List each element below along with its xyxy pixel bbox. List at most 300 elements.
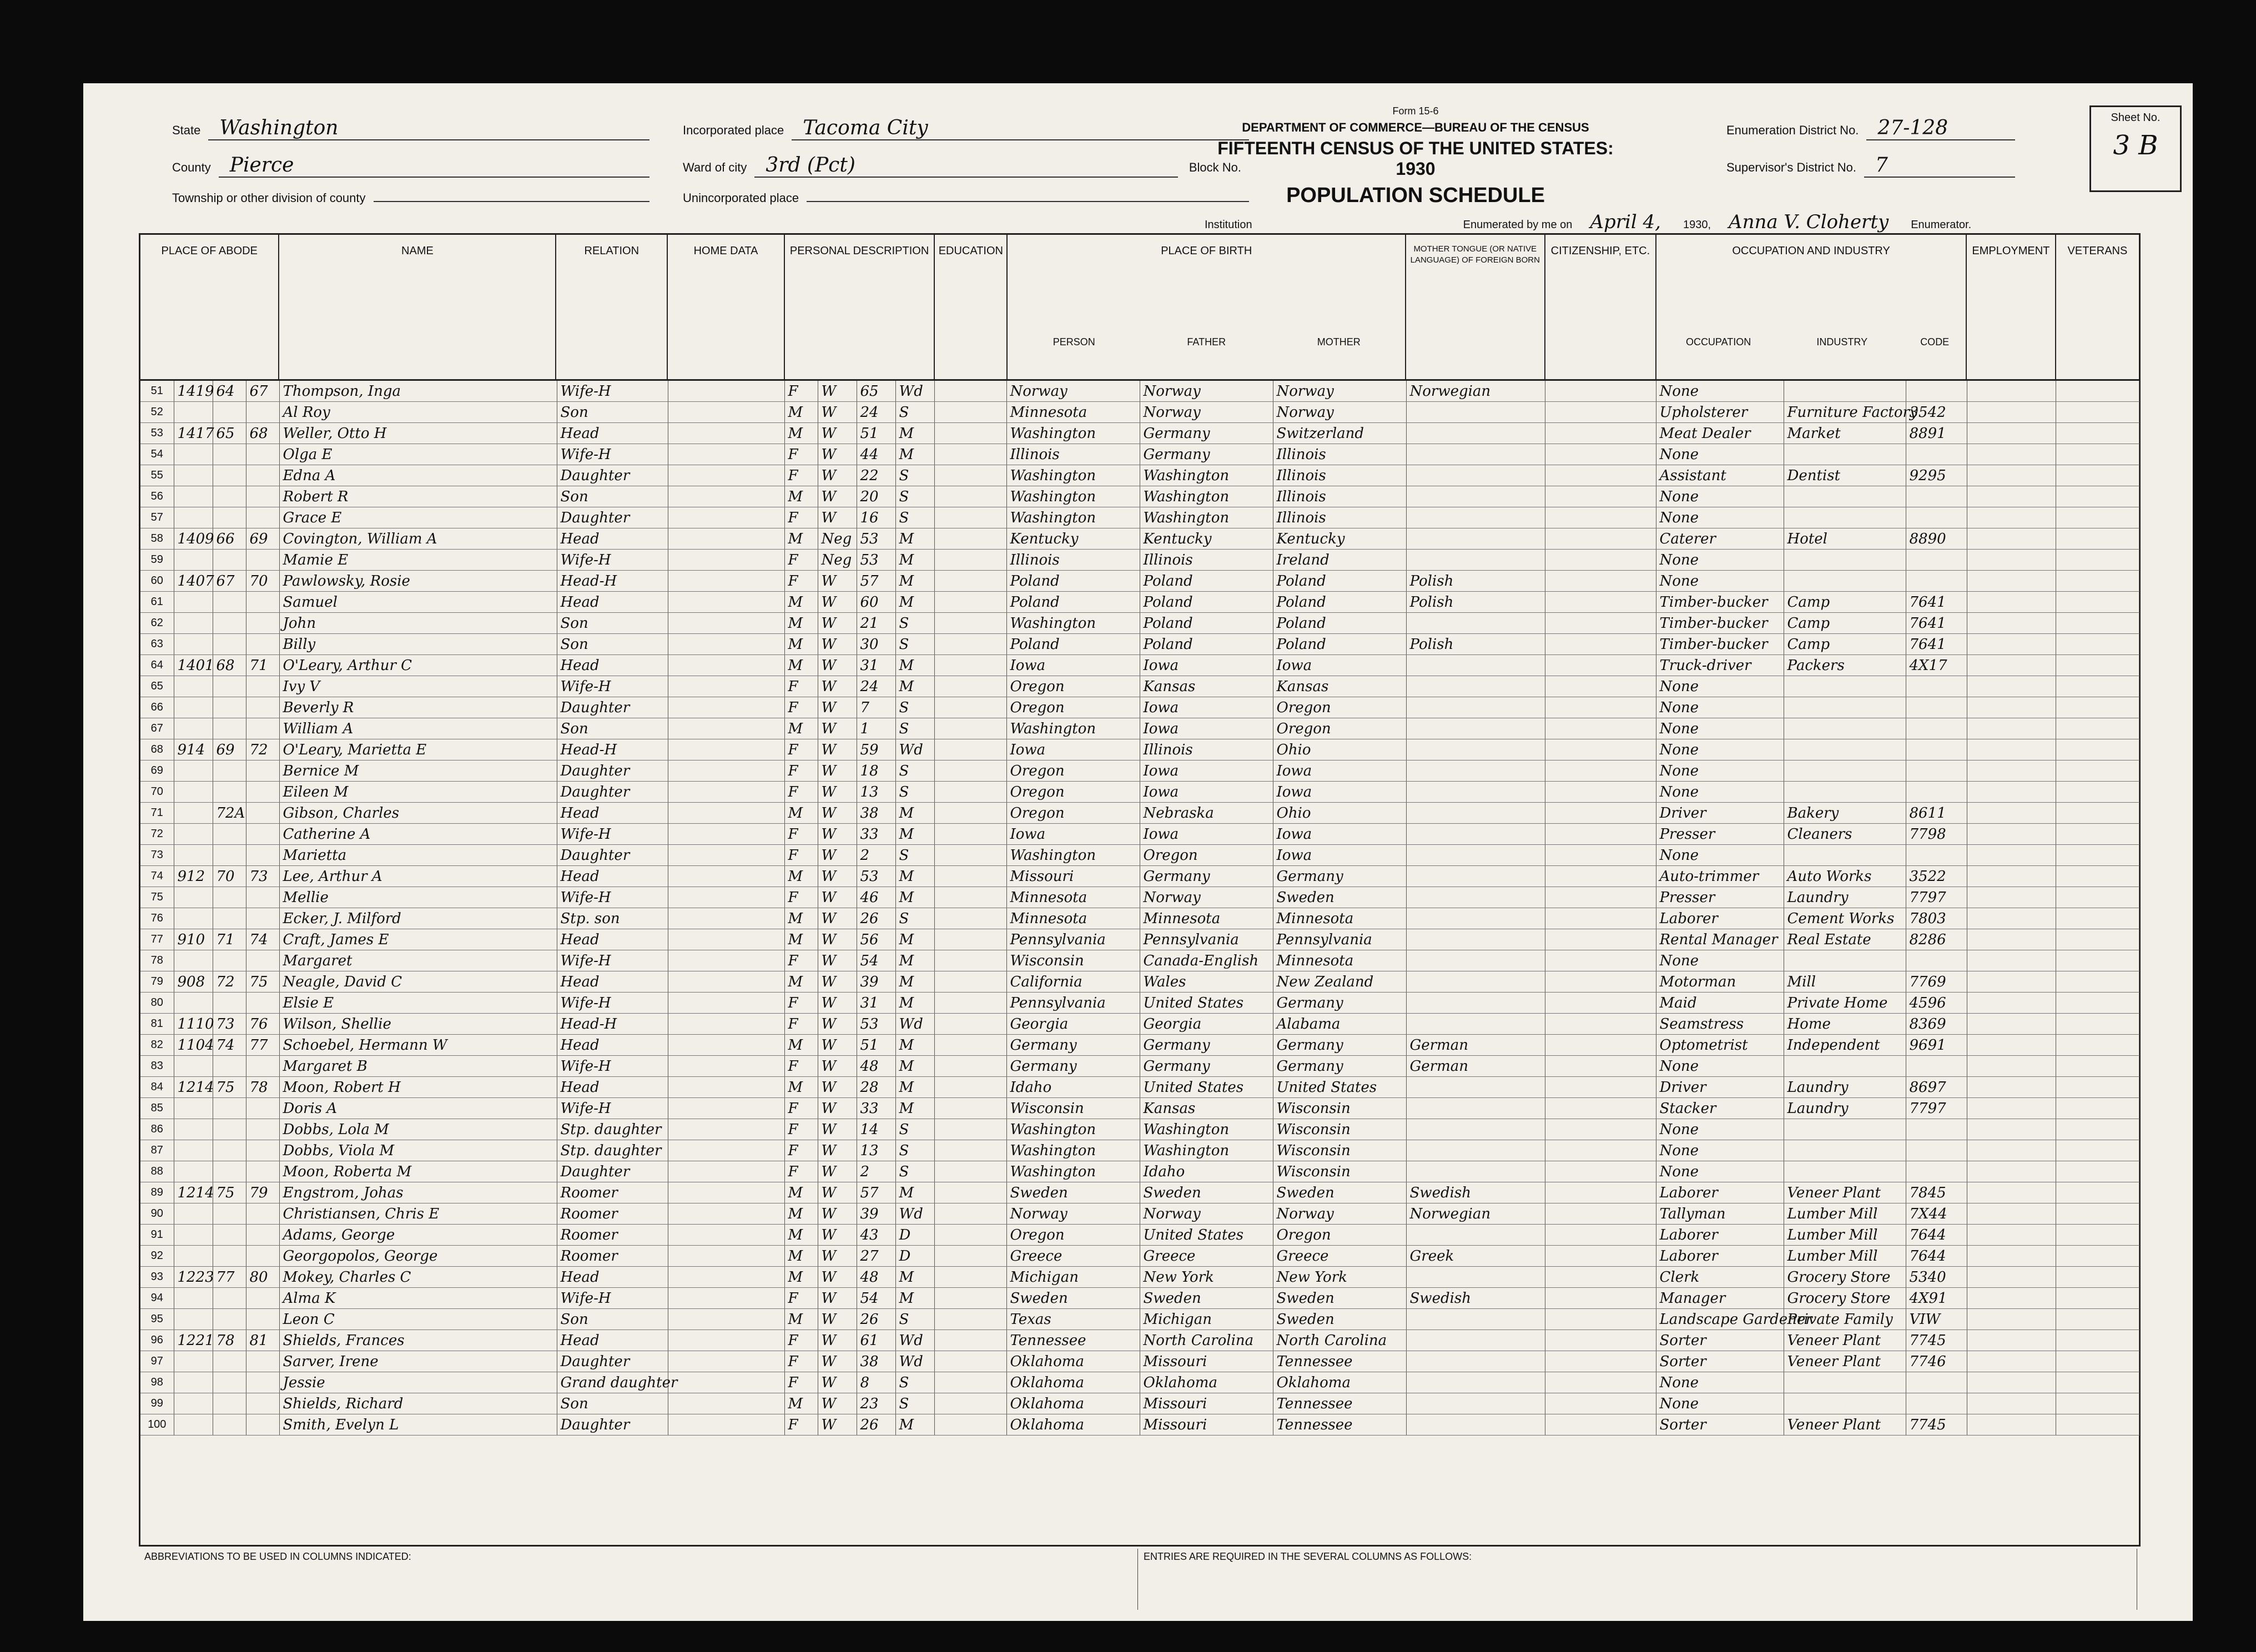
marital-cell: Wd: [895, 739, 934, 760]
race-cell: W: [818, 1372, 857, 1393]
family-cell: [246, 486, 279, 507]
sex-cell: F: [784, 887, 818, 908]
blank-cell: [668, 845, 784, 866]
relation-cell: Wife-H: [557, 676, 668, 697]
relation-cell: Son: [557, 1393, 668, 1414]
family-cell: [246, 613, 279, 634]
dwelling-cell: 75: [213, 1182, 246, 1203]
age-cell: 24: [857, 402, 895, 423]
race-cell: W: [818, 1393, 857, 1414]
dwelling-cell: [213, 824, 246, 845]
line-number: 97: [140, 1351, 174, 1372]
name-cell: Ecker, J. Milford: [279, 908, 557, 929]
blank-cell: [934, 782, 1006, 803]
marital-cell: S: [895, 1140, 934, 1161]
tongue-cell: [1406, 1330, 1545, 1351]
father-cell: Iowa: [1140, 697, 1273, 718]
relation-cell: Head-H: [557, 1014, 668, 1035]
marital-cell: M: [895, 887, 934, 908]
age-cell: 24: [857, 676, 895, 697]
birth-cell: Germany: [1006, 1035, 1140, 1056]
blank-cell: [934, 866, 1006, 887]
name-cell: Margaret: [279, 950, 557, 971]
father-cell: Iowa: [1140, 782, 1273, 803]
relation-cell: Head: [557, 1035, 668, 1056]
blank-cell: [934, 697, 1006, 718]
occupation-cell: None: [1656, 1140, 1784, 1161]
industry-cell: Camp: [1784, 592, 1906, 613]
house-cell: [174, 634, 213, 655]
occupation-cell: Sorter: [1656, 1414, 1784, 1436]
code-cell: 7644: [1906, 1225, 1967, 1246]
mother-cell: Iowa: [1273, 655, 1406, 676]
race-cell: W: [818, 950, 857, 971]
blank-cell: [934, 803, 1006, 824]
age-cell: 53: [857, 550, 895, 571]
name-cell: Jessie: [279, 1372, 557, 1393]
marital-cell: S: [895, 1119, 934, 1140]
blank-cell: [934, 1225, 1006, 1246]
blank-cell: [668, 1246, 784, 1267]
table-row: [140, 1225, 2139, 1246]
family-cell: [246, 444, 279, 465]
family-cell: [246, 1351, 279, 1372]
family-cell: [246, 550, 279, 571]
occupation-cell: Assistant: [1656, 465, 1784, 486]
house-cell: [174, 1393, 213, 1414]
name-cell: Christiansen, Chris E: [279, 1203, 557, 1225]
birth-cell: Greece: [1006, 1246, 1140, 1267]
marital-cell: S: [895, 613, 934, 634]
blank-cell: [1545, 550, 1656, 571]
industry-cell: Veneer Plant: [1784, 1330, 1906, 1351]
col-occupation-title: OCCUPATION AND INDUSTRY: [1732, 245, 1890, 257]
blank-cell: [1967, 528, 2056, 550]
code-cell: 8890: [1906, 528, 1967, 550]
age-cell: 13: [857, 1140, 895, 1161]
ward-label: Ward of city: [683, 160, 747, 174]
marital-cell: S: [895, 1393, 934, 1414]
dwelling-cell: [213, 486, 246, 507]
sex-cell: F: [784, 739, 818, 760]
industry-cell: Hotel: [1784, 528, 1906, 550]
birth-cell: Washington: [1006, 1140, 1140, 1161]
marital-cell: M: [895, 1288, 934, 1309]
blank-cell: [1545, 760, 1656, 782]
occupation-cell: None: [1656, 550, 1784, 571]
father-cell: Kansas: [1140, 1098, 1273, 1119]
tongue-cell: [1406, 402, 1545, 423]
line-number: 55: [140, 465, 174, 486]
tongue-cell: [1406, 866, 1545, 887]
sex-cell: M: [784, 1182, 818, 1203]
line-number: 57: [140, 507, 174, 528]
col-place-of-birth: [1008, 235, 1406, 379]
line-number: 95: [140, 1309, 174, 1330]
blank-cell: [2056, 866, 2139, 887]
name-cell: Moon, Roberta M: [279, 1161, 557, 1182]
county-value: Pierce: [219, 154, 649, 178]
code-cell: 4X17: [1906, 655, 1967, 676]
sex-cell: M: [784, 1267, 818, 1288]
birth-subheaders: [1008, 336, 1405, 349]
blank-cell: [668, 908, 784, 929]
line-number: 65: [140, 676, 174, 697]
name-cell: Georgopolos, George: [279, 1246, 557, 1267]
line-number: 94: [140, 1288, 174, 1309]
birth-cell: Germany: [1006, 1056, 1140, 1077]
industry-cell: [1784, 676, 1906, 697]
blank-cell: [934, 1393, 1006, 1414]
blank-cell: [934, 381, 1006, 402]
marital-cell: M: [895, 971, 934, 993]
race-cell: W: [818, 1056, 857, 1077]
occupation-cell: Laborer: [1656, 1246, 1784, 1267]
family-cell: [246, 1140, 279, 1161]
dwelling-cell: 73: [213, 1014, 246, 1035]
name-cell: Mokey, Charles C: [279, 1267, 557, 1288]
industry-cell: [1784, 381, 1906, 402]
blank-cell: [934, 950, 1006, 971]
industry-cell: Lumber Mill: [1784, 1203, 1906, 1225]
birth-cell: Oregon: [1006, 676, 1140, 697]
dwelling-cell: 71: [213, 929, 246, 950]
dwelling-cell: [213, 1161, 246, 1182]
col-education: EDUCATION: [935, 235, 1008, 379]
code-cell: [1906, 1119, 1967, 1140]
blank-cell: [668, 887, 784, 908]
mother-cell: Ohio: [1273, 803, 1406, 824]
blank-cell: [934, 655, 1006, 676]
name-cell: Dobbs, Lola M: [279, 1119, 557, 1140]
family-cell: [246, 676, 279, 697]
industry-cell: Laundry: [1784, 887, 1906, 908]
age-cell: 38: [857, 803, 895, 824]
line-number: 92: [140, 1246, 174, 1267]
column-headers: [140, 235, 2139, 381]
blank-cell: [668, 718, 784, 739]
tongue-cell: [1406, 782, 1545, 803]
blank-cell: [668, 465, 784, 486]
age-cell: 20: [857, 486, 895, 507]
race-cell: W: [818, 1309, 857, 1330]
relation-cell: Son: [557, 634, 668, 655]
line-number: 83: [140, 1056, 174, 1077]
age-cell: 27: [857, 1246, 895, 1267]
family-cell: 73: [246, 866, 279, 887]
house-cell: [174, 993, 213, 1014]
marital-cell: S: [895, 1372, 934, 1393]
col-occupation-industry: [1656, 235, 1967, 379]
name-cell: O'Leary, Arthur C: [279, 655, 557, 676]
blank-cell: [2056, 739, 2139, 760]
dwelling-cell: [213, 993, 246, 1014]
supervisor-value: 7: [1864, 154, 2015, 178]
table-row: [140, 592, 2139, 613]
tongue-cell: German: [1406, 1056, 1545, 1077]
age-cell: 13: [857, 782, 895, 803]
house-cell: 1417: [174, 423, 213, 444]
age-cell: 46: [857, 887, 895, 908]
sex-cell: F: [784, 676, 818, 697]
occupation-cell: Rental Manager: [1656, 929, 1784, 950]
mother-cell: Wisconsin: [1273, 1098, 1406, 1119]
marital-cell: M: [895, 423, 934, 444]
blank-cell: [2056, 1225, 2139, 1246]
line-number: 69: [140, 760, 174, 782]
father-cell: United States: [1140, 1077, 1273, 1098]
table-row: [140, 908, 2139, 929]
blank-cell: [1545, 1203, 1656, 1225]
name-cell: Edna A: [279, 465, 557, 486]
name-cell: Wilson, Shellie: [279, 1014, 557, 1035]
blank-cell: [1967, 1267, 2056, 1288]
birth-cell: Washington: [1006, 613, 1140, 634]
father-cell: Norway: [1140, 887, 1273, 908]
code-cell: [1906, 676, 1967, 697]
code-cell: 7641: [1906, 634, 1967, 655]
table-row: [140, 1309, 2139, 1330]
mother-cell: Wisconsin: [1273, 1140, 1406, 1161]
blank-cell: [2056, 1351, 2139, 1372]
code-cell: 7745: [1906, 1330, 1967, 1351]
family-cell: 75: [246, 971, 279, 993]
state-label: State: [172, 123, 201, 137]
father-cell: Iowa: [1140, 824, 1273, 845]
sex-cell: F: [784, 824, 818, 845]
name-cell: Samuel: [279, 592, 557, 613]
occupation-cell: Manager: [1656, 1288, 1784, 1309]
house-cell: [174, 1309, 213, 1330]
sex-cell: M: [784, 718, 818, 739]
blank-cell: [1545, 1077, 1656, 1098]
race-cell: W: [818, 1288, 857, 1309]
marital-cell: S: [895, 402, 934, 423]
blank-cell: [2056, 507, 2139, 528]
blank-cell: [668, 1288, 784, 1309]
dwelling-cell: [213, 887, 246, 908]
blank-cell: [668, 486, 784, 507]
col-place-of-abode: PLACE OF ABODE: [140, 235, 279, 379]
blank-cell: [1545, 571, 1656, 592]
line-number: 81: [140, 1014, 174, 1035]
blank-cell: [2056, 550, 2139, 571]
dwelling-cell: [213, 1393, 246, 1414]
blank-cell: [2056, 655, 2139, 676]
line-number: 56: [140, 486, 174, 507]
dwelling-cell: [213, 592, 246, 613]
house-cell: [174, 613, 213, 634]
father-cell: Wales: [1140, 971, 1273, 993]
sheet-number-box: [2089, 105, 2182, 192]
age-cell: 51: [857, 1035, 895, 1056]
age-cell: 2: [857, 845, 895, 866]
dwelling-cell: [213, 1203, 246, 1225]
house-cell: [174, 1225, 213, 1246]
blank-cell: [934, 1140, 1006, 1161]
state-field: [172, 117, 649, 140]
family-cell: 76: [246, 1014, 279, 1035]
blank-cell: [934, 824, 1006, 845]
blank-cell: [1545, 613, 1656, 634]
house-cell: 1401: [174, 655, 213, 676]
family-cell: [246, 1372, 279, 1393]
marital-cell: M: [895, 444, 934, 465]
dwelling-cell: [213, 402, 246, 423]
table-row: [140, 866, 2139, 887]
district-fields: [1726, 117, 2137, 191]
sheet-value: 3 B: [2113, 130, 2158, 161]
blank-cell: [1967, 1182, 2056, 1203]
blank-cell: [1967, 803, 2056, 824]
father-cell: Washington: [1140, 507, 1273, 528]
blank-cell: [1545, 824, 1656, 845]
blank-cell: [1967, 908, 2056, 929]
relation-cell: Head: [557, 528, 668, 550]
code-cell: 4X91: [1906, 1288, 1967, 1309]
occupation-cell: Laborer: [1656, 1225, 1784, 1246]
marital-cell: M: [895, 1056, 934, 1077]
code-cell: [1906, 1161, 1967, 1182]
blank-cell: [2056, 402, 2139, 423]
house-cell: [174, 507, 213, 528]
blank-cell: [1545, 1119, 1656, 1140]
sex-cell: F: [784, 782, 818, 803]
house-cell: [174, 950, 213, 971]
age-cell: 7: [857, 697, 895, 718]
name-cell: Alma K: [279, 1288, 557, 1309]
table-row: [140, 782, 2139, 803]
blank-cell: [2056, 1246, 2139, 1267]
blank-cell: [668, 655, 784, 676]
blank-cell: [1545, 1035, 1656, 1056]
line-number: 93: [140, 1267, 174, 1288]
blank-cell: [934, 1098, 1006, 1119]
marital-cell: M: [895, 803, 934, 824]
house-cell: [174, 803, 213, 824]
unincorporated-value: [807, 201, 1249, 202]
blank-cell: [1545, 950, 1656, 971]
dwelling-cell: [213, 550, 246, 571]
code-cell: [1906, 381, 1967, 402]
occupation-cell: Sorter: [1656, 1351, 1784, 1372]
marital-cell: S: [895, 1309, 934, 1330]
blank-cell: [1545, 782, 1656, 803]
name-cell: Olga E: [279, 444, 557, 465]
blank-cell: [1967, 739, 2056, 760]
line-number: 91: [140, 1225, 174, 1246]
house-cell: 910: [174, 929, 213, 950]
race-cell: W: [818, 592, 857, 613]
age-cell: 39: [857, 1203, 895, 1225]
sex-cell: F: [784, 1330, 818, 1351]
family-cell: [246, 1225, 279, 1246]
blank-cell: [1545, 1098, 1656, 1119]
race-cell: W: [818, 908, 857, 929]
dwelling-cell: [213, 444, 246, 465]
entries-note: ENTRIES ARE REQUIRED IN THE SEVERAL COLUMNS AS FOLLOWS:: [1138, 1549, 2137, 1610]
relation-cell: Head: [557, 971, 668, 993]
dwelling-cell: 67: [213, 571, 246, 592]
dwelling-cell: [213, 782, 246, 803]
blank-cell: [668, 402, 784, 423]
blank-cell: [1967, 1246, 2056, 1267]
enum-district-value: 27-128: [1866, 117, 2015, 140]
age-cell: 33: [857, 1098, 895, 1119]
tongue-cell: [1406, 1309, 1545, 1330]
father-cell: Poland: [1140, 613, 1273, 634]
family-cell: 69: [246, 528, 279, 550]
col-relation: RELATION: [556, 235, 668, 379]
occupation-cell: None: [1656, 718, 1784, 739]
relation-cell: Roomer: [557, 1225, 668, 1246]
tongue-cell: [1406, 1351, 1545, 1372]
tongue-cell: [1406, 1414, 1545, 1436]
blank-cell: [2056, 1140, 2139, 1161]
line-number: 64: [140, 655, 174, 676]
marital-cell: M: [895, 1182, 934, 1203]
occupation-cell: Timber-bucker: [1656, 613, 1784, 634]
family-cell: [246, 634, 279, 655]
line-number: 61: [140, 592, 174, 613]
blank-cell: [1545, 592, 1656, 613]
family-cell: [246, 718, 279, 739]
age-cell: 43: [857, 1225, 895, 1246]
industry-cell: [1784, 550, 1906, 571]
father-cell: Missouri: [1140, 1414, 1273, 1436]
code-cell: [1906, 444, 1967, 465]
code-cell: VIW: [1906, 1309, 1967, 1330]
blank-cell: [1545, 444, 1656, 465]
relation-cell: Head: [557, 1077, 668, 1098]
table-row: [140, 655, 2139, 676]
marital-cell: S: [895, 718, 934, 739]
father-cell: Germany: [1140, 1056, 1273, 1077]
race-cell: W: [818, 1225, 857, 1246]
blank-cell: [2056, 571, 2139, 592]
line-number: 71: [140, 803, 174, 824]
age-cell: 48: [857, 1267, 895, 1288]
industry-cell: Private Family: [1784, 1309, 1906, 1330]
age-cell: 26: [857, 908, 895, 929]
age-cell: 53: [857, 528, 895, 550]
blank-cell: [668, 444, 784, 465]
father-cell: Missouri: [1140, 1393, 1273, 1414]
family-cell: 68: [246, 423, 279, 444]
table-row: [140, 929, 2139, 950]
age-cell: 16: [857, 507, 895, 528]
form-title-block: [1205, 105, 1626, 208]
birth-cell: Tennessee: [1006, 1330, 1140, 1351]
father-cell: United States: [1140, 1225, 1273, 1246]
name-cell: Doris A: [279, 1098, 557, 1119]
relation-cell: Daughter: [557, 465, 668, 486]
table-row: [140, 760, 2139, 782]
blank-cell: [934, 1351, 1006, 1372]
house-cell: [174, 887, 213, 908]
blank-cell: [2056, 1288, 2139, 1309]
relation-cell: Wife-H: [557, 550, 668, 571]
blank-cell: [934, 402, 1006, 423]
blank-cell: [1545, 993, 1656, 1014]
code-cell: [1906, 782, 1967, 803]
mother-cell: New Zealand: [1273, 971, 1406, 993]
line-number: 74: [140, 866, 174, 887]
tongue-cell: [1406, 1140, 1545, 1161]
code-cell: 7745: [1906, 1414, 1967, 1436]
enumerator-label: Enumerator.: [1911, 219, 1972, 231]
house-cell: [174, 486, 213, 507]
